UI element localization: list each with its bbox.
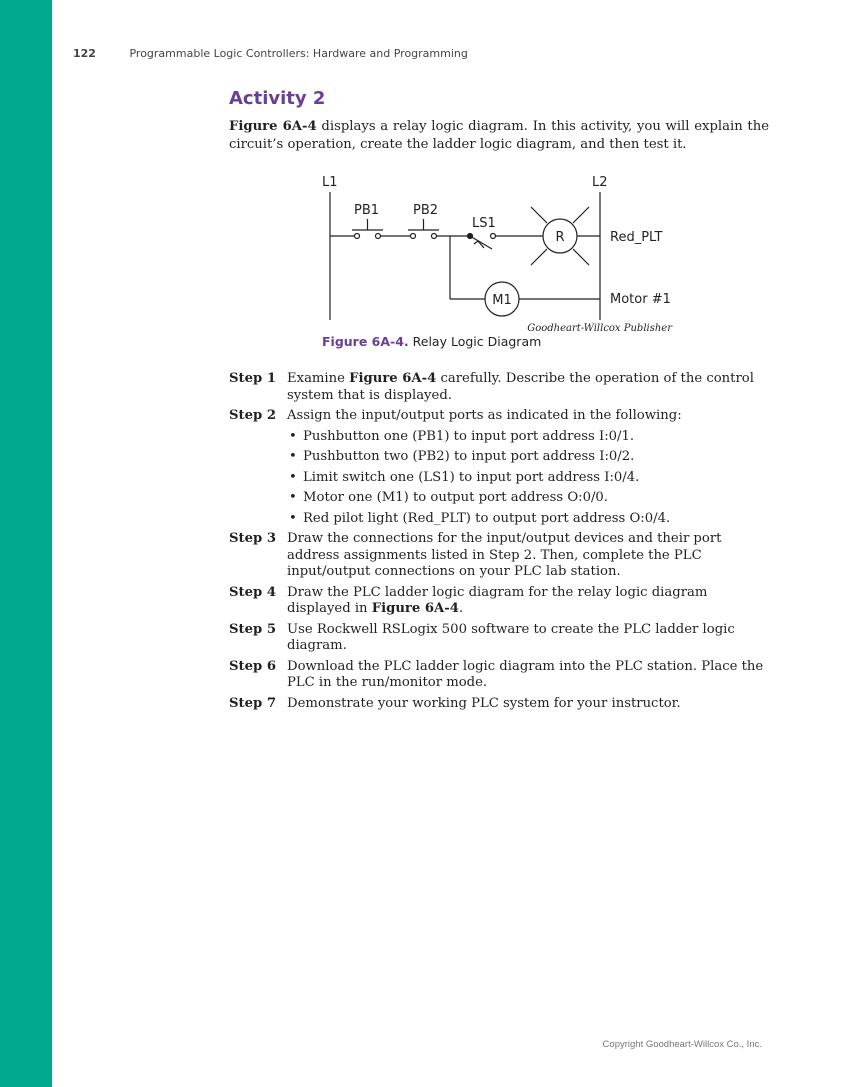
label-m1: M1 — [492, 293, 512, 308]
figure-ref: Figure 6A-4 — [229, 119, 317, 134]
label-ls1: LS1 — [472, 216, 496, 231]
step-text: Draw the connections for the input/output devices and their port address assignments listed in Step 2. Then, complete the PLC input/output connections on your PLC lab station. — [287, 531, 722, 579]
step-text: Use Rockwell RSLogix 500 software to create the PLC ladder logic diagram. — [287, 621, 735, 653]
step-label: Step 7 — [229, 695, 276, 711]
relay-logic-diagram — [310, 165, 690, 333]
caption-number: Figure 6A-4. — [322, 334, 409, 349]
book-title: Programmable Logic Controllers: Hardware and Programming — [129, 47, 468, 60]
step-text: carefully. Describe the operation of the control system that is displayed. — [287, 371, 754, 403]
step-label: Step 6 — [229, 658, 276, 674]
ls1-lever — [470, 236, 492, 249]
label-r: R — [555, 230, 565, 245]
step-text: . — [458, 601, 464, 616]
step-label: Step 1 — [229, 371, 276, 386]
step-4 — [229, 585, 769, 618]
step-label: Step 5 — [229, 621, 276, 637]
running-header — [73, 47, 468, 60]
step-text: Draw the PLC ladder logic diagram for the relay logic diagram displayed in — [287, 584, 708, 616]
intro-text: displays a relay logic diagram. In this activity, you will explain the circuit’s operation, create the ladder logic diagram, and then test it. — [229, 119, 770, 152]
activity-title: Activity 2 — [229, 88, 326, 109]
bullet-item: • Pushbutton two (PB2) to input port address I:0/2. — [287, 449, 769, 466]
bullet-item: • Pushbutton one (PB1) to input port address I:0/1. — [287, 429, 769, 446]
bullet-item: • Motor one (M1) to output port address O:0/0. — [287, 490, 769, 507]
label-pb1: PB1 — [354, 203, 380, 218]
steps-list — [229, 371, 769, 716]
step-label: Step 3 — [229, 531, 276, 546]
page-number: 122 — [73, 47, 96, 60]
copyright: Copyright Goodheart-Willcox Co., Inc. — [602, 1039, 762, 1050]
figure-ref: Figure 6A-4 — [371, 601, 459, 616]
figure-credit: Goodheart-Willcox Publisher — [527, 323, 672, 333]
green-margin-bar — [0, 0, 52, 1087]
step-5 — [229, 622, 769, 655]
step-3 — [229, 531, 769, 581]
activity-intro — [229, 118, 769, 154]
bullet-item: • Red pilot light (Red_PLT) to output port address O:0/4. — [287, 511, 769, 528]
figure-ref: Figure 6A-4 — [349, 371, 437, 386]
step-label: Step 4 — [229, 584, 276, 600]
pb2-contact — [411, 234, 416, 239]
figure-caption — [322, 334, 541, 349]
step-text: Demonstrate your working PLC system for your instructor. — [287, 695, 681, 711]
step-2 — [229, 408, 769, 527]
pb1-contact — [355, 234, 360, 239]
bullet-item: • Limit switch one (LS1) to input port address I:0/4. — [287, 470, 769, 487]
step-text: Download the PLC ladder logic diagram into the PLC station. Place the PLC in the run/monitor mode. — [287, 658, 764, 690]
step-text: Assign the input/output ports as indicated in the following: — [287, 408, 682, 423]
step-1 — [229, 371, 769, 404]
step-label: Step 2 — [229, 408, 276, 423]
label-l2: L2 — [592, 175, 608, 190]
label-pb2: PB2 — [413, 203, 439, 218]
label-red-plt: Red_PLT — [610, 230, 663, 245]
caption-text: Relay Logic Diagram — [408, 334, 542, 349]
step-6 — [229, 659, 769, 692]
step-7 — [229, 696, 769, 713]
label-l1: L1 — [322, 175, 338, 190]
step-text: Examine — [287, 371, 350, 386]
label-motor: Motor #1 — [610, 292, 671, 307]
